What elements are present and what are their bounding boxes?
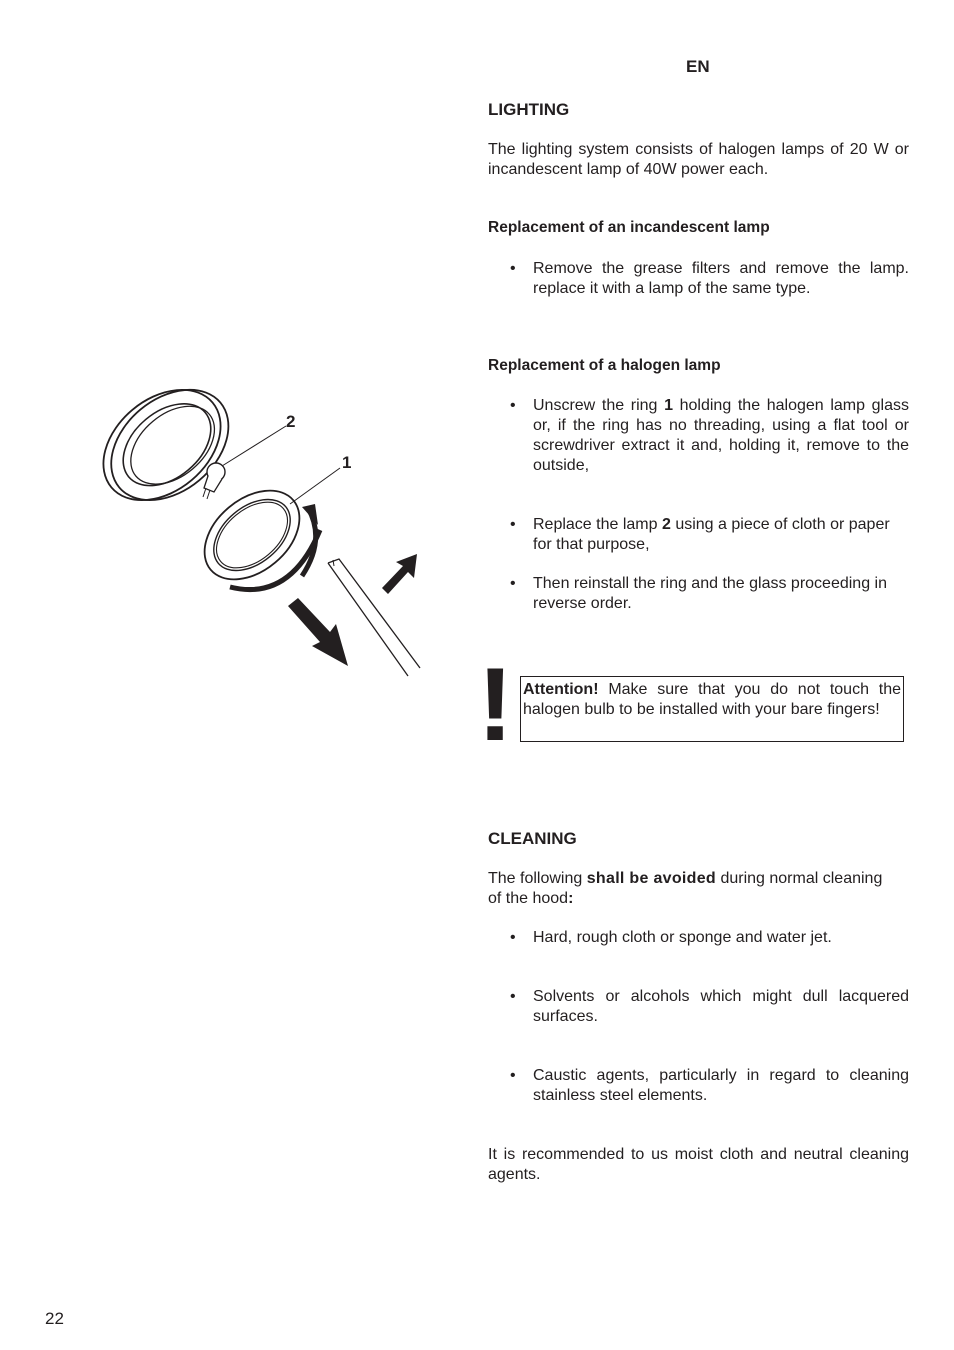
cleaning-closing: It is recommended to us moist cloth and neutral cleaning agents. [488, 1146, 909, 1183]
remove-arrow-icon [288, 598, 348, 666]
attention-text: Make sure that you do not touch the halogen bulb to be installed with your bare fingers! [523, 681, 901, 718]
attention-exclamation-icon: ! [477, 647, 514, 763]
halogen-lamp-replacement-illustration [90, 380, 430, 680]
list-item-text [533, 515, 909, 555]
callout-label-2: 2 [286, 412, 296, 431]
list-item-text: Solvents or alcohols which might dull lacquered surfaces. [533, 988, 909, 1025]
glass-ring [187, 473, 316, 598]
attention-label: Attention! [523, 681, 599, 698]
text-run: Unscrew the ring [533, 397, 665, 414]
cleaning-intro [488, 869, 898, 909]
list-item-text: Caustic agents, particularly in regard to cleaning stainless steel elements. [533, 1067, 909, 1104]
page-number: 22 [45, 1309, 64, 1328]
rotation-arrowhead-icon [302, 504, 318, 525]
text-run: during normal cleaning of the hood [488, 870, 883, 907]
bullet-symbol: • [510, 397, 516, 414]
bullet-symbol: • [510, 516, 516, 533]
list-item-text: Then reinstall the ring and the glass proceeding in reverse order. [533, 575, 887, 612]
lighting-intro: The lighting system consists of halogen lamps of 20 W or incandescent lamp of 40W power each. [488, 141, 909, 178]
list-item-text [533, 396, 909, 476]
bullet-symbol: • [510, 575, 516, 592]
lighting-title: LIGHTING [488, 100, 570, 119]
incandescent-heading: Replacement of an incandescent lamp [488, 219, 770, 236]
text-run: using a piece of cloth or paper for that purpose, [533, 516, 890, 553]
text-run: The following [488, 870, 587, 887]
text-run: Replace the lamp [533, 516, 662, 533]
halogen-bulb-icon [203, 463, 225, 499]
list-item-text: Remove the grease filters and remove the lamp. replace it with a lamp of the same type. [533, 260, 909, 297]
insert-arrow-icon [382, 554, 417, 594]
trim-ring [90, 380, 250, 526]
emphasis-text: shall be avoided [586, 870, 717, 887]
bullet-symbol: • [510, 260, 516, 277]
bullet-symbol: • [510, 1067, 516, 1084]
bullet-symbol: • [510, 929, 516, 946]
part-number: 1 [664, 397, 673, 414]
text-run: holding the halogen lamp glass or, if the ring has no threading, using a flat tool or screwdriver extract it and, holding it, remove to the outside, [533, 397, 909, 474]
cleaning-title: CLEANING [488, 829, 577, 848]
callout-label-1: 1 [342, 453, 352, 472]
leader-line-1 [290, 468, 340, 504]
attention-box [520, 676, 904, 742]
leader-line-2 [222, 426, 286, 466]
text-run: : [568, 890, 574, 907]
bullet-symbol: • [510, 988, 516, 1005]
language-code: EN [686, 57, 710, 76]
part-number: 2 [661, 516, 671, 533]
list-item-text: Hard, rough cloth or sponge and water jet. [533, 929, 832, 946]
halogen-heading: Replacement of a halogen lamp [488, 357, 721, 374]
